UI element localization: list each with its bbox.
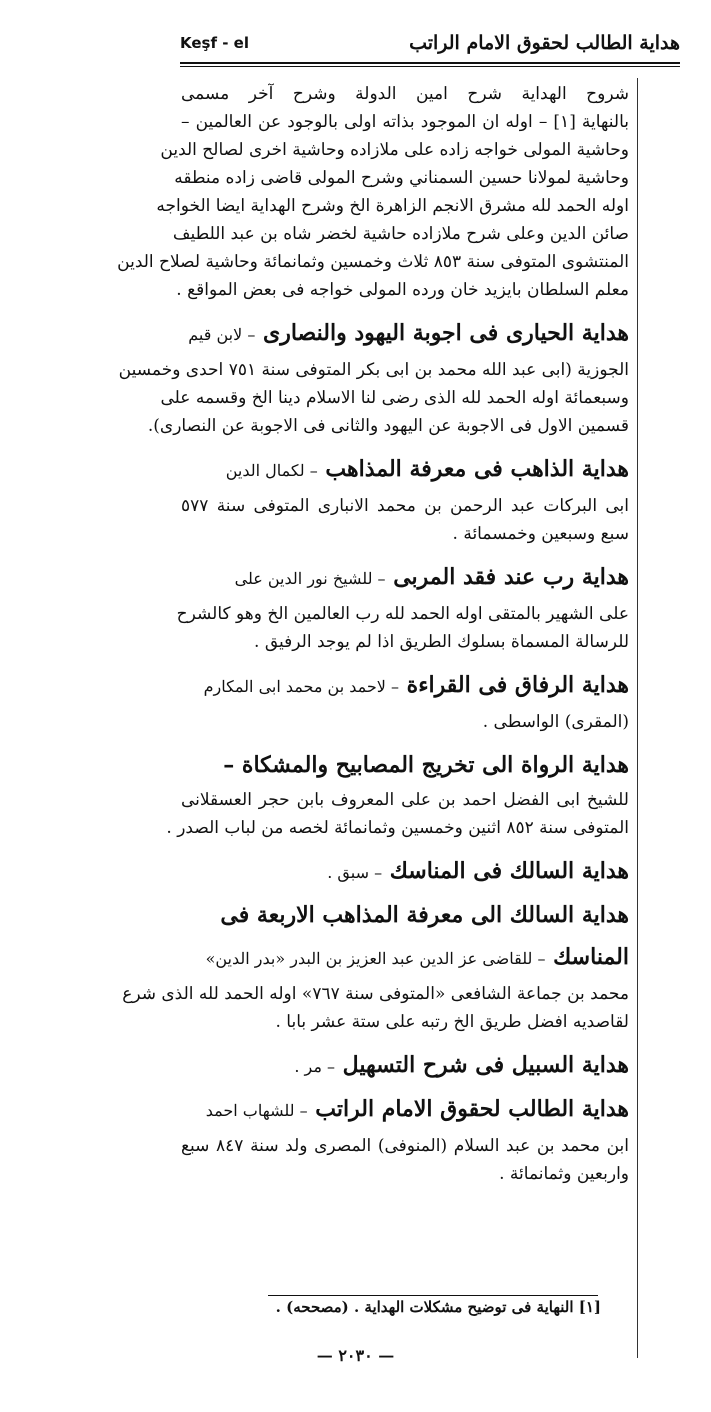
entry: [181, 1044, 629, 1088]
entry-title: هداية الطالب لحقوق الامام الراتب: [315, 1096, 629, 1122]
entry-attribution: – لاحمد بن محمد ابى المكارم: [203, 677, 399, 696]
entry: [166, 744, 629, 850]
entry-text-line: شروح الهداية شرح امين الدولة وشرح آخر مسمى: [181, 84, 629, 104]
entry-heading: [181, 936, 629, 980]
margin-rule: [637, 78, 638, 1358]
running-header: [180, 30, 680, 60]
entry-title: هداية الرواة الى تخريج المصابيح والمشكاة –: [223, 752, 629, 778]
entry-text-line: واربعين وثمانمائة .: [499, 1164, 629, 1184]
header-rule: [180, 62, 680, 67]
entry-text-line: اوله الحمد لله مشرق الانجم الزاهرة الخ وشرح الهداية ايضا الخواجه: [156, 196, 629, 216]
entry-attribution: – مر .: [294, 1057, 335, 1076]
entry-list: [117, 80, 629, 1196]
entry-title: هداية السالك الى معرفة المذاهب الاربعة فى: [220, 902, 629, 928]
entry-text-line: سبع وسبعين وخمسمائة .: [452, 524, 629, 544]
entry-text-line: معلم السلطان بايزيد خان ورده المولى خواجه فى بعض المواقع .: [176, 280, 629, 300]
entry-text-line: لقاصديه افضل طريق الخ رتبه على ستة عشر بابا .: [275, 1012, 629, 1032]
entry-attribution: – للشيخ نور الدين على: [234, 569, 386, 588]
entry-title: هداية الرفاق فى القراءة: [406, 672, 629, 698]
entry-text-line: ابى البركات عبد الرحمن بن محمد الانبارى المتوفى سنة ٥٧٧: [181, 496, 629, 516]
entry: [181, 1088, 629, 1196]
entry: [117, 80, 629, 312]
entry-attribution: – سبق .: [327, 863, 383, 882]
entry-text-line: للشيخ ابى الفضل احمد بن على المعروف بابن حجر العسقلانى: [181, 790, 629, 810]
entry-attribution: – لابن قيم: [188, 325, 256, 344]
entry-heading: [181, 1044, 629, 1088]
entry-text-line: بالنهاية [١] – اوله ان الموجود بذاته اولى بالوجود عن العالمين –: [181, 112, 629, 132]
entry-text-line: وحاشية لمولانا حسين السمناني وشرح المولى قاضى زاده منطقه: [174, 168, 629, 188]
entry-attribution: – للشهاب احمد: [205, 1101, 308, 1120]
entry: [122, 936, 629, 1044]
entry-title: المناسك: [553, 944, 629, 970]
entry-text-line: قسمين الاول فى الاجوبة عن اليهود والثانى فى الاجوبة عن النصارى).: [147, 416, 629, 436]
entry-heading: [181, 556, 629, 600]
entry-text-line: على الشهير بالمتقى اوله الحمد لله رب العالمين الخ وهو كالشرح: [176, 604, 629, 624]
entry: [118, 312, 629, 448]
entry-title: هداية السالك فى المناسك: [389, 858, 629, 884]
entry-text-line: ابن محمد بن عبد السلام (المنوفى) المصرى ولد سنة ٨٤٧ سبع: [181, 1136, 629, 1156]
entry-title: هداية الحيارى فى اجوبة اليهود والنصارى: [263, 320, 629, 346]
entry-text-line: (المقرى) الواسطى .: [482, 712, 629, 732]
footnote: [١] النهاية فى توضيح مشكلات الهداية . (مصححه) .: [275, 1298, 601, 1316]
entry-text-line: الجوزية (ابى عبد الله محمد بن ابى بكر المتوفى سنة ٧٥١ احدى وخمسين: [118, 360, 629, 380]
entry-heading: [181, 448, 629, 492]
entry-text-line: وحاشية المولى خواجه زاده على ملازاده وحاشية اخرى لصالح الدين: [160, 140, 629, 160]
running-title: هداية الطالب لحقوق الامام الراتب: [409, 32, 680, 54]
running-keyword: Keşf - el: [180, 34, 249, 52]
entry-heading: [181, 312, 629, 356]
entry-attribution: – لكمال الدين: [225, 461, 318, 480]
page-number: — ٢٠٣٠ —: [316, 1346, 395, 1365]
entry-text-line: المنتشوى المتوفى سنة ٨٥٣ ثلاث وخمسين وثمانمائة وحاشية لصلاح الدين: [117, 252, 629, 272]
entry-heading: [181, 894, 629, 936]
entry-title: هداية الذاهب فى معرفة المذاهب: [325, 456, 629, 482]
entry-text-line: محمد بن جماعة الشافعى «المتوفى سنة ٧٦٧» اوله الحمد لله الذى شرع: [122, 984, 629, 1004]
entry-text-line: وسبعمائة اوله الحمد لله الذى رضى لنا الاسلام دينا الخ وقسمه على: [160, 388, 629, 408]
entry-text-line: المتوفى سنة ٨٥٢ اثنين وخمسين وثمانمائة لخصه من لباب الصدر .: [166, 818, 629, 838]
entry-title: هداية السبيل فى شرح التسهيل: [342, 1052, 629, 1078]
entry-title: هداية رب عند فقد المربى: [393, 564, 629, 590]
footnote-rule: [268, 1295, 598, 1296]
entry-heading: [181, 744, 629, 786]
entry-heading: [181, 850, 629, 894]
entry: [181, 850, 629, 894]
entry: [181, 894, 629, 936]
entry: [181, 448, 629, 556]
entry: [181, 664, 629, 744]
entry-attribution: – للقاضى عز الدين عبد العزيز بن البدر «بدر الدين»: [205, 949, 546, 968]
entry-text-line: للرسالة المسماة بسلوك الطريق اذا لم يوجد الرفيق .: [254, 632, 629, 652]
entry: [176, 556, 629, 664]
entry-heading: [181, 1088, 629, 1132]
entry-heading: [181, 664, 629, 708]
entry-text-line: صائن الدين وعلى شرح ملازاده حاشية لخضر شاه بن عبد اللطيف: [172, 224, 629, 244]
